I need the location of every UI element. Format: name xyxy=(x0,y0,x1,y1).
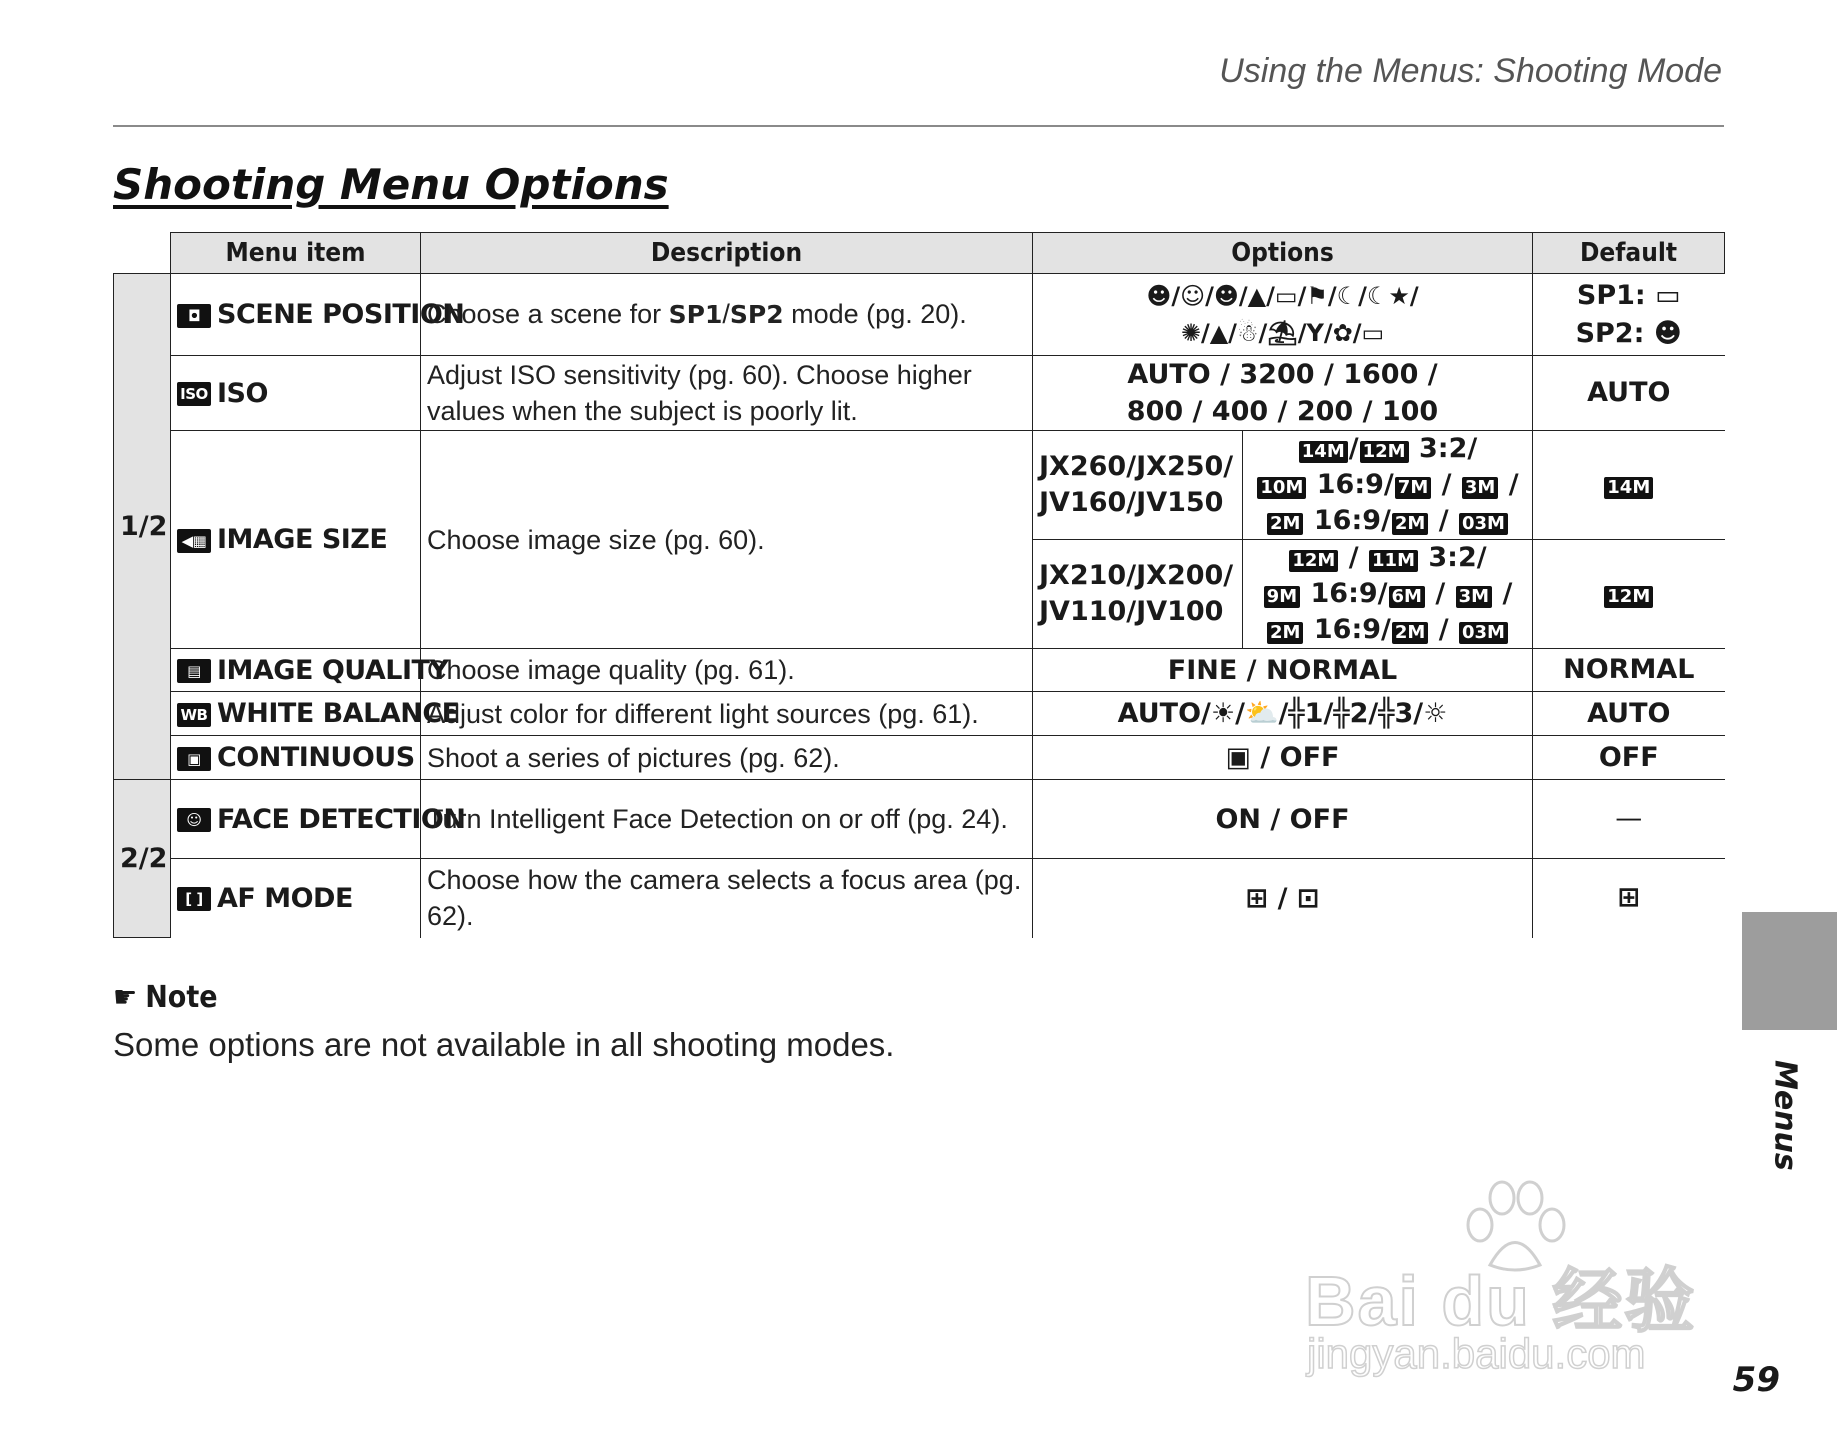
image-size-icon: ◀▦ xyxy=(177,529,211,553)
white-balance-options: AUTO/☀/⛅/╬1/╬2/╬3/☼ xyxy=(1033,692,1533,736)
menu-item-face-detection: ☺ FACE DETECTION xyxy=(171,780,421,859)
table-row xyxy=(114,692,1725,736)
continuous-options: ▣ / OFF xyxy=(1033,736,1533,780)
default-white-balance: AUTO xyxy=(1533,692,1725,736)
continuous-icon: ▣ xyxy=(1225,742,1251,773)
column-header-menu-item: Menu item xyxy=(171,233,421,274)
description: Turn Intelligent Face Detection on or off (pg. 24). xyxy=(421,780,1033,859)
column-header-description: Description xyxy=(421,233,1033,274)
face-detection-options: ON / OFF xyxy=(1033,780,1533,859)
iso-options: AUTO / 3200 / 1600 / 800 / 400 / 200 / 100 xyxy=(1033,356,1533,431)
scene-icon-row-2: ✺/▲/☃/⛱/Y/✿/▭ xyxy=(1180,318,1385,347)
description: Shoot a series of pictures (pg. 62). xyxy=(421,736,1033,780)
description: Choose how the camera selects a focus area (pg. 62). xyxy=(421,859,1033,938)
default-scene: SP1: ▭ SP2: ☻ xyxy=(1533,274,1725,356)
column-header-options: Options xyxy=(1033,233,1533,274)
note-heading: ☛ Note xyxy=(113,980,218,1015)
header-rule xyxy=(113,125,1724,127)
af-mode-options: ⊞ / ⊡ xyxy=(1033,859,1533,938)
camera-icon: ◘ xyxy=(177,304,211,328)
image-quality-icon: ▤ xyxy=(177,659,211,683)
menu-item-image-quality: ▤ IMAGE QUALITY xyxy=(171,649,421,692)
watermark xyxy=(1305,1180,1725,1400)
af-mode-icon: [ ] xyxy=(177,887,211,911)
table-row xyxy=(114,274,1725,356)
note-text: Some options are not available in all shooting modes. xyxy=(113,1026,895,1063)
table-header-row xyxy=(114,233,1725,274)
smile-icon: ☻ xyxy=(1653,317,1682,349)
description: Adjust color for different light sources (pg. 61). xyxy=(421,692,1033,736)
description: Choose image quality (pg. 61). xyxy=(421,649,1033,692)
menu-item-scene-position: ◘ SCENE POSITION xyxy=(171,274,421,356)
size-options: 12M / 11M 3:2/ 9M 16:9/ 6M / 3M / 2M 16:9/ 2M / 03M xyxy=(1243,540,1533,649)
iso-icon: ISO xyxy=(177,382,211,406)
white-balance-icon: WB xyxy=(177,703,211,727)
table-row xyxy=(114,649,1725,692)
model-group: JX260/JX250/ JV160/JV150 xyxy=(1033,431,1243,540)
default-image-size: 14M xyxy=(1533,431,1725,540)
default-iso: AUTO xyxy=(1533,356,1725,431)
table-row xyxy=(114,780,1725,859)
page-number: 59 xyxy=(1732,1360,1780,1400)
scene-icon-row-1: ☻/☺/☻/▲/▭/⚑/☾/☾★/ xyxy=(1146,281,1419,310)
running-head: Using the Menus: Shooting Mode xyxy=(1219,52,1722,90)
description: Choose a scene for SP1/SP2 mode (pg. 20). xyxy=(421,274,1033,356)
column-header-default: Default xyxy=(1533,233,1725,274)
description: Choose image size (pg. 60). xyxy=(421,431,1033,649)
panorama-icon: ▭ xyxy=(1655,279,1681,311)
table-row xyxy=(114,356,1725,431)
default-af-mode: ⊞ xyxy=(1533,859,1725,938)
scene-options xyxy=(1033,274,1533,356)
pointing-hand-icon: ☛ xyxy=(113,980,138,1015)
default-continuous: OFF xyxy=(1533,736,1725,780)
table-row xyxy=(114,859,1725,938)
watermark-main-text: Bai du 经验 xyxy=(1305,1262,1697,1340)
page-title: Shooting Menu Options xyxy=(113,160,669,209)
watermark-url: jingyan.baidu.com xyxy=(1307,1330,1646,1377)
table-row xyxy=(114,431,1725,540)
continuous-icon: ▣ xyxy=(177,747,211,771)
menu-item-white-balance: WB WHITE BALANCE xyxy=(171,692,421,736)
menu-item-continuous: ▣ CONTINUOUS xyxy=(171,736,421,780)
side-tab xyxy=(1742,912,1837,1030)
menu-item-iso: ISO ISO xyxy=(171,356,421,431)
default-face-detection: — xyxy=(1533,780,1725,859)
quality-options: FINE / NORMAL xyxy=(1033,649,1533,692)
side-tab-label: Menus xyxy=(1767,1060,1803,1171)
model-group: JX210/JX200/ JV110/JV100 xyxy=(1033,540,1243,649)
shooting-menu-table xyxy=(113,232,1725,938)
menu-item-image-size: ◀▦ IMAGE SIZE xyxy=(171,431,421,649)
default-quality: NORMAL xyxy=(1533,649,1725,692)
size-options: 14M / 12M 3:2/ 10M 16:9/ 7M / 3M / 2M 16:9/ 2M / 03M xyxy=(1243,431,1533,540)
default-image-size: 12M xyxy=(1533,540,1725,649)
page-indicator: 2/2 xyxy=(114,780,171,938)
menu-item-af-mode: [ ] AF MODE xyxy=(171,859,421,938)
table-row xyxy=(114,736,1725,780)
description: Adjust ISO sensitivity (pg. 60). Choose higher values when the subject is poorly lit. xyxy=(421,356,1033,431)
face-detection-icon: ☺ xyxy=(177,808,211,832)
page-indicator: 1/2 xyxy=(114,274,171,780)
